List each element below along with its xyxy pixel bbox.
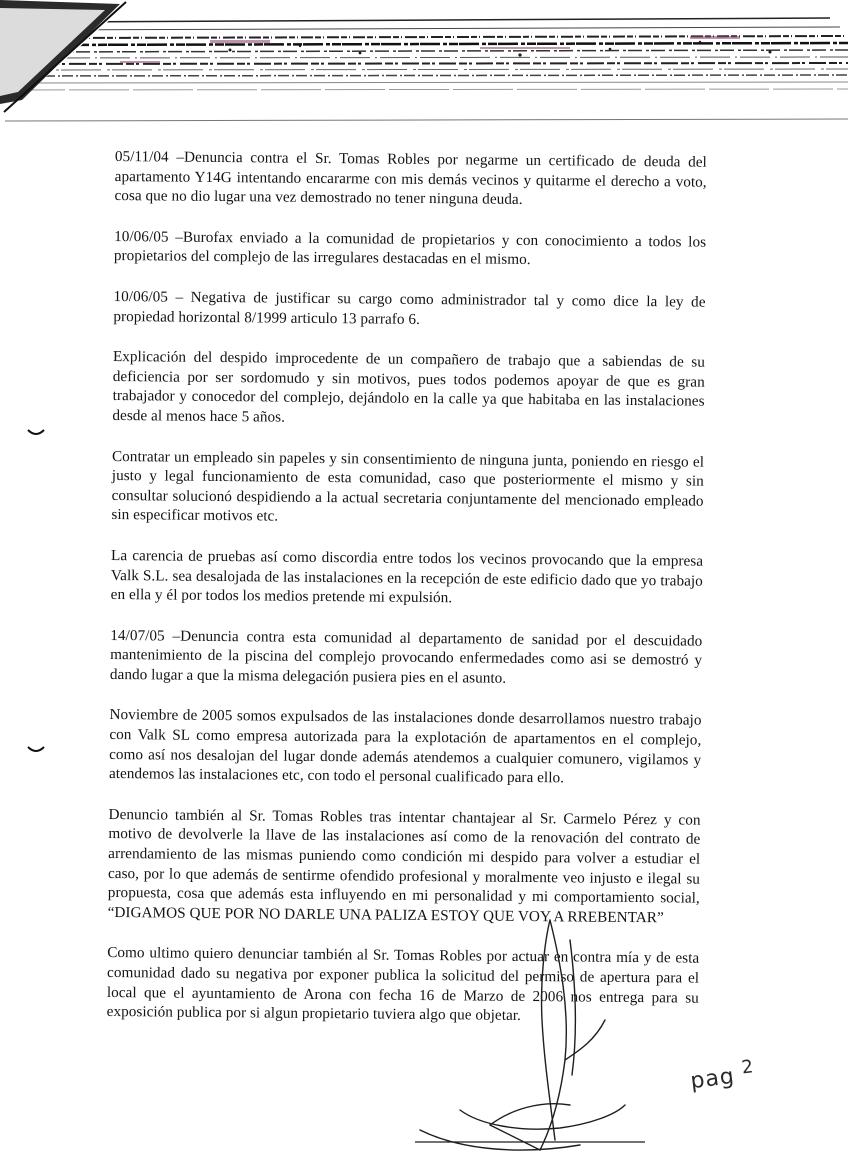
paragraph-unfair-dismissal: Explicación del despido improcedente de un compañero de trabajo que a sabiendas de su deficiencia por ser sordomudo y sin motivos, pues todos podemos apoyar de que es gran trabajador y conocedor del complejo, dejándolo en la calle ya que habitaba en las instalaciones desde al menos hace 5 años.: [112, 348, 706, 426]
paragraph-burofax: 10/06/05 –Burofax enviado a la comunidad de propietarios y con conocimiento a todos los propietarios del complejo de las irregulares destacadas en el mismo.: [113, 227, 707, 269]
page-number: 2: [740, 1056, 756, 1079]
handwritten-page-number: [688, 1056, 756, 1094]
handwritten-signature: [400, 900, 640, 1160]
paragraph-complaint-certificate: 05/11/04 –Denuncia contra el Sr. Tomas Robles por negarme un certificado de deuda del apartamento Y14G intentando encararme con mis demás vecinos y quitarme el derecho a voto, cosa que no dio lugar una vez demostrado no tener ninguna deuda.: [114, 147, 707, 209]
binder-hole-mark: [26, 745, 46, 755]
paragraph-lack-of-evidence: La carencia de pruebas así como discordia entre todos los vecinos provocando que la empresa Valk S.L. sea desalojada de las instalaciones en la recepción de este edificio dado que yo trabajo en ella y él por todos los medios pretende mi expulsión.: [110, 546, 704, 607]
signature-underline: [415, 1140, 645, 1144]
paragraph-sanitation-complaint: 14/07/05 –Denuncia contra esta comunidad al departamento de sanidad por el descuidado mantenimiento de la piscina del complejo provocando enfermedades como asi se demostró y dando lugar a que la misma delegación pusiera pies en el asunto.: [109, 626, 703, 687]
page-label: pag: [689, 1063, 737, 1095]
paragraph-blackmail-complaint: Denuncio también al Sr. Tomas Robles tras intentar chantajear al Sr. Carmelo Pérez y con motivo de devolverle la llave de las instalaciones así como de la renovación del contrato de arrendamiento de las mismas puniendo como condición mi despido para volver a estudiar el caso, por lo que además de sentirme ofendido profesional y moralmente veo injusto e ilegal su propuesta, cosa que además esta influyendo en mi personalidad y mi comportamiento social, “DIGAMOS QUE POR NO DARLE UNA PALIZA ESTOY QUE VOY A RREBENTAR”: [107, 805, 701, 927]
paragraph-eviction: Noviembre de 2005 somos expulsados de las instalaciones donde desarrollamos nuestro trabajo con Valk SL como empresa autorizada para la explotación de apartamentos en el complejo, como así nos desalojan del lugar donde además atendemos a cualquier comunero, vigilamos y atendemos las instalaciones etc, con todo el personal cualificado para ello.: [108, 706, 702, 787]
binder-hole-mark: [26, 428, 46, 438]
folded-corner: [0, 0, 150, 130]
paragraph-undocumented-employee: Contratar un empleado sin papeles y sin consentimiento de ninguna junta, poniendo en riesgo el justo y legal funcionamiento de esta comunidad, caso que posteriormente el mismo y sin consultar solucionó despidiendo a la actual secretaria conjuntamente del mencionado empleado sin especificar motivos etc.: [111, 447, 705, 525]
paragraph-final-complaint: Como ultimo quiero denunciar también al Sr. Tomas Robles por actuar en contra mía y de esta comunidad dado su negativa por exponer publica la solicitud del permiso de apertura para el local que el ayuntamiento de Arona con fecha 16 de Marzo de 2006 nos entrega para su exposición publica por si algun propietario tuviera algo que objetar.: [106, 944, 700, 1025]
paragraph-administrator-refusal: 10/06/05 – Negativa de justificar su cargo como administrador tal y como dice la ley de propiedad horizontal 8/1999 articulo 13 parrafo 6.: [113, 287, 706, 328]
